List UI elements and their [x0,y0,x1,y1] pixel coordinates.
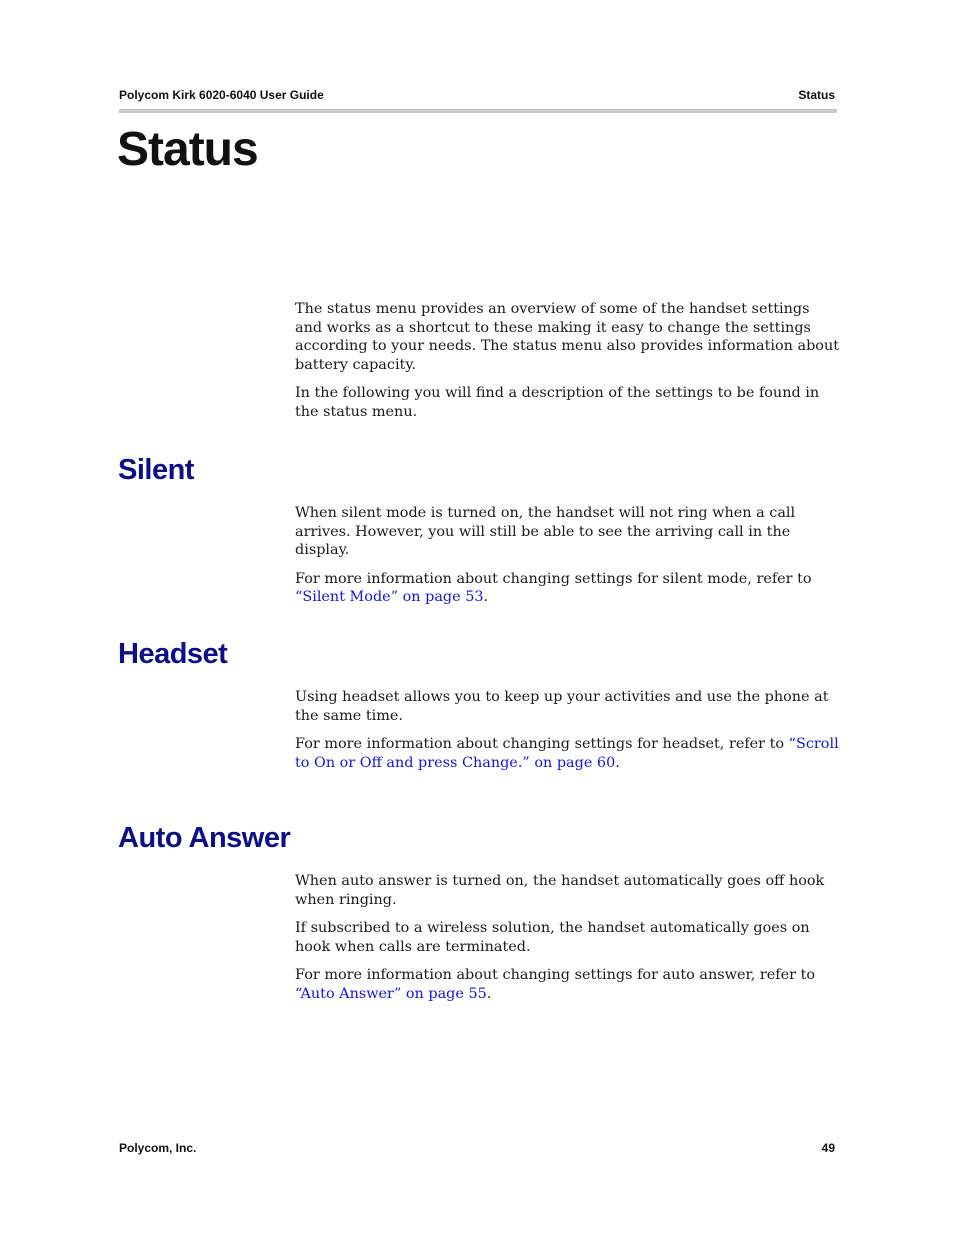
auto-answer-paragraph-2: If subscribed to a wireless solution, the handset automatically goes on hook when calls are terminated. [295,920,810,955]
intro-section [295,300,840,432]
page-header [119,88,835,106]
headset-link[interactable]: “Scroll to On or Off and press Change.” on page 60 [295,736,839,771]
silent-heading: Silent [118,454,194,486]
page-footer [119,1141,835,1159]
headset-paragraph-1: Using headset allows you to keep up your activities and use the phone at the same time. [295,689,829,724]
silent-ref-suffix: . [483,589,489,606]
footer-company: Polycom, Inc. [119,1141,197,1155]
page-title: Status [117,123,258,176]
header-rule [119,109,837,113]
headset-ref-prefix: For more information about changing settings for headset, refer to [295,736,789,753]
silent-ref-prefix: For more information about changing settings for silent mode, refer to [295,570,812,587]
auto-answer-ref-suffix: . [486,985,492,1002]
header-chapter: Status [798,88,835,102]
auto-answer-link[interactable]: “Auto Answer” on page 55 [295,985,487,1002]
headset-section [295,688,840,782]
headset-ref-suffix: . [615,754,620,771]
auto-answer-heading: Auto Answer [118,822,291,854]
silent-paragraph-2 [295,570,840,607]
auto-answer-ref-prefix: For more information about changing settings for auto answer, refer to [295,967,816,984]
silent-mode-link[interactable]: “Silent Mode” on page 53 [295,589,484,606]
auto-answer-paragraph-1: When auto answer is turned on, the handset automatically goes off hook when ringing. [295,873,825,908]
auto-answer-paragraph-3 [295,966,840,1003]
silent-paragraph-1: When silent mode is turned on, the handset will not ring when a call arrives. However, you will still be able to see the arriving call in the display. [295,505,796,559]
header-doc-title: Polycom Kirk 6020-6040 User Guide [119,88,324,102]
auto-answer-section [295,872,840,1014]
silent-section [295,504,840,617]
footer-page-number: 49 [821,1141,835,1155]
headset-paragraph-2 [295,735,840,772]
intro-paragraph-2: In the following you will find a description of the settings to be found in the status menu. [295,385,820,420]
intro-paragraph-1: The status menu provides an overview of some of the handset settings and works as a shortcut to these making it easy to change the settings according to your needs. The status menu also provides information about battery capacity. [295,301,840,373]
headset-heading: Headset [118,638,228,670]
